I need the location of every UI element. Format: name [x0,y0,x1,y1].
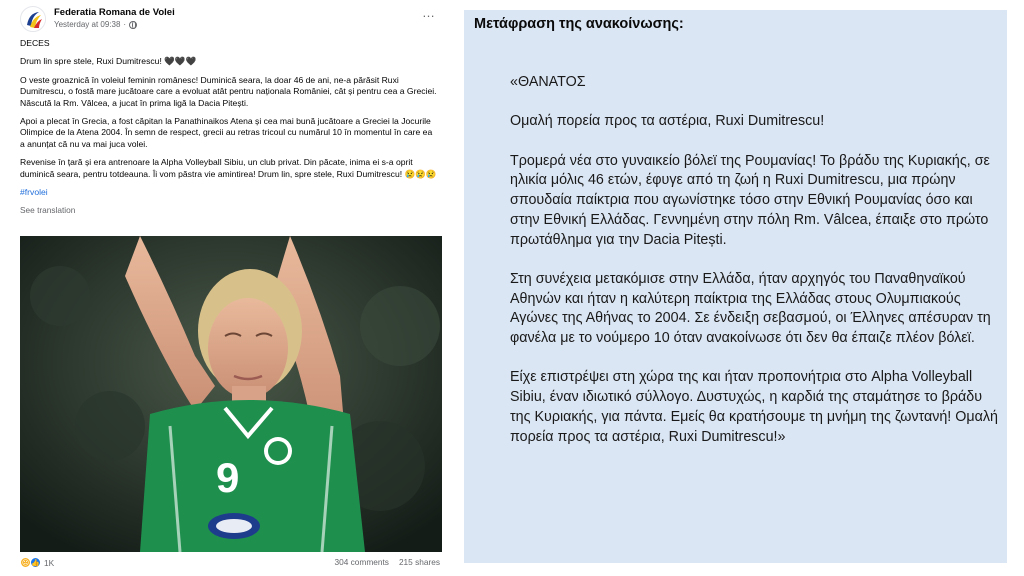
post-text [20,38,438,224]
translation-paragraph: Είχε επιστρέψει στη χώρα της και ήταν προπονήτρια στο Alpha Volleyball Sibiu, έναν ιδιωτικό σύλλογο. Δυστυχώς, η καρδιά της σταμάτησε το βράδυ της Κυριακής, για πάντα. Εμείς θα κρατήσουμε τη μνήμη της ζωντανή! Ομαλή πορεία προς τα αστέρια, Ruxi Dumitrescu!» [510,369,998,445]
reactions-count: 1K [44,557,55,568]
translation-paragraph: «ΘΑΝΑΤΟΣ [510,74,586,90]
translation-paragraph: Τρομερά νέα στο γυναικείο βόλεϊ της Ρουμανίας! Το βράδυ της Κυριακής, σε ηλικία μόλις 46 ετών, έφυγε από τη ζωή η Ruxi Dumitrescu, μια πρώην σπουδαία παίκτρια που αγωνίστηκε τόσο στην Εθνική Ρουμανίας όσο και στην Εθνική Ελλάδας. Γεννημένη στην πόλη Rm. Vâlcea, έπαιξε στο πρώτο πρωτάθλημα για την Dacia Pitești. [510,152,990,248]
post-footer [20,556,440,572]
post-paragraph: O veste groaznică în voleiul feminin românesc! Duminică seara, la doar 46 de ani, ne-a părăsit Ruxi Dumitrescu, o fostă mare jucătoare care a evoluat atât pentru naționala României, cât și pentru cea a Greciei. Născută la Rm. Vâlcea, a jucat în prima ligă la Dacia Pitești. [20,74,437,108]
post-meta: Yesterday at 09:38 · [54,20,137,29]
more-options-button[interactable]: … [422,5,436,20]
post-paragraph: Apoi a plecat în Grecia, a fost căpitan la Panathinaikos Atena și cea mai bună jucătoare a Greciei la Jocurile Olimpice de la Atena 2004. În semn de respect, grecii au retras tricoul cu numărul 10 în momentul în care ea a anunțat că nu va mai juca volei. [20,116,433,149]
translation-paragraph: Ομαλή πορεία προς τα αστέρια, Ruxi Dumitrescu! [510,113,825,130]
globe-icon [129,21,137,29]
like-reaction-icon: 👍 [30,557,41,568]
post-photo[interactable] [20,236,442,552]
jersey-number: 9 [216,454,240,501]
post-paragraph: Revenise în țară și era antrenoare la Alpha Volleyball Sibiu, un club privat. Din păcate, inima ei s-a oprit duminică seara, pentru totdeauna. Îi vom păstra vie amintirea! Drum lin, spre stele, Ruxi Dumitrescu! 😢😢😢 [20,157,437,179]
post-paragraph: DECES [20,38,50,48]
post-timestamp[interactable]: Yesterday at 09:38 [54,20,121,29]
translation-title: Μετάφραση της ανακοίνωσης: [474,16,684,32]
see-translation-link[interactable]: See translation [20,205,76,216]
engagement-counts [335,557,440,567]
post-paragraph: Drum lin spre stele, Ruxi Dumitrescu! 🖤🖤🖤 [20,56,197,67]
translation-panel [464,10,1007,563]
page-name[interactable]: Federatia Romana de Volei [54,7,175,18]
sad-reaction-icon: ☹ [20,557,31,568]
federation-logo-icon [21,7,46,32]
translation-text [510,73,1000,467]
comments-count-link[interactable]: 304 comments [334,557,389,567]
facebook-post [12,0,444,576]
post-header [20,6,440,36]
page-avatar[interactable] [20,6,46,32]
shares-count-link[interactable]: 215 shares [398,557,440,567]
player-photo-illustration [20,236,442,552]
reactions-summary[interactable] [20,557,54,568]
hashtag-link[interactable]: #frvolei [20,187,48,198]
translation-paragraph: Στη συνέχεια μετακόμισε στην Ελλάδα, ήταν αρχηγός του Παναθηναϊκού Αθηνών και ήταν η καλύτερη παίκτρια της Ελλάδας στους Ολυμπιακούς Αγώνες της Αθήνας το 2004. Σε ένδειξη σεβασμού, οι Έλληνες απέσυραν τη φανέλα με το νούμερο 10 όταν ανακοίνωσε ότι δεν θα έπαιζε πλέον βόλεϊ. [510,270,991,347]
